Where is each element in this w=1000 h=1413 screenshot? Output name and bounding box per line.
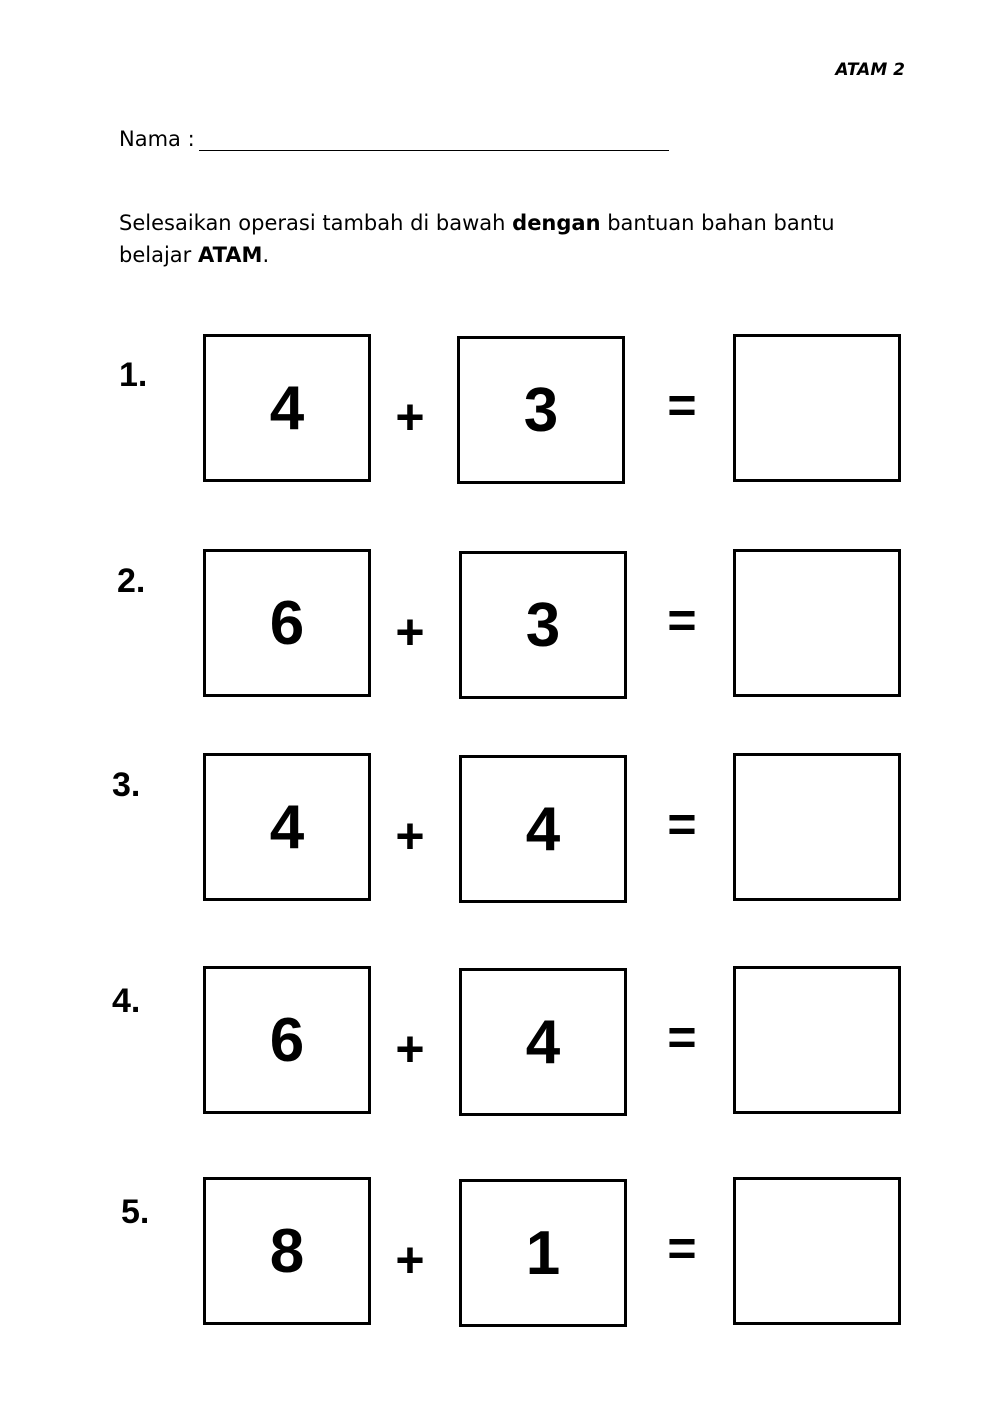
answer-box[interactable] (733, 334, 901, 482)
equals-sign: = (667, 592, 697, 648)
question-number: 3. (112, 766, 141, 804)
answer-box[interactable] (733, 1177, 901, 1325)
addend-box: 3 (457, 336, 625, 484)
instruction-part-3: . (262, 243, 270, 267)
addend-box: 4 (459, 755, 627, 903)
question-number: 2. (117, 562, 146, 600)
addend-box: 6 (203, 549, 371, 697)
equals-sign: = (667, 1009, 697, 1065)
worksheet-code: ATAM 2 (835, 60, 905, 80)
addend-box: 4 (203, 334, 371, 482)
instruction-bold-2: ATAM (197, 243, 263, 267)
equals-sign: = (667, 377, 697, 433)
plus-sign: + (395, 808, 425, 864)
instruction-bold-1: dengan (512, 211, 601, 235)
instruction-part-1: Selesaikan operasi tambah di bawah (119, 211, 513, 235)
addend-box: 4 (203, 753, 371, 901)
question-number: 4. (112, 982, 141, 1020)
plus-sign: + (395, 1021, 425, 1077)
answer-box[interactable] (733, 549, 901, 697)
instruction-text (119, 207, 909, 271)
equals-sign: = (667, 1220, 697, 1276)
addend-box: 4 (459, 968, 627, 1116)
name-label: Nama : (119, 127, 195, 151)
plus-sign: + (395, 389, 425, 445)
plus-sign: + (395, 1232, 425, 1288)
answer-box[interactable] (733, 753, 901, 901)
question-number: 5. (121, 1193, 150, 1231)
instruction-part-2: bantuan bahan bantu belajar (119, 211, 835, 267)
plus-sign: + (395, 604, 425, 660)
equals-sign: = (667, 796, 697, 852)
name-input-line[interactable] (199, 125, 669, 151)
addend-box: 6 (203, 966, 371, 1114)
addend-box: 3 (459, 551, 627, 699)
addend-box: 1 (459, 1179, 627, 1327)
answer-box[interactable] (733, 966, 901, 1114)
addend-box: 8 (203, 1177, 371, 1325)
name-row (119, 119, 669, 151)
question-number: 1. (119, 356, 148, 394)
